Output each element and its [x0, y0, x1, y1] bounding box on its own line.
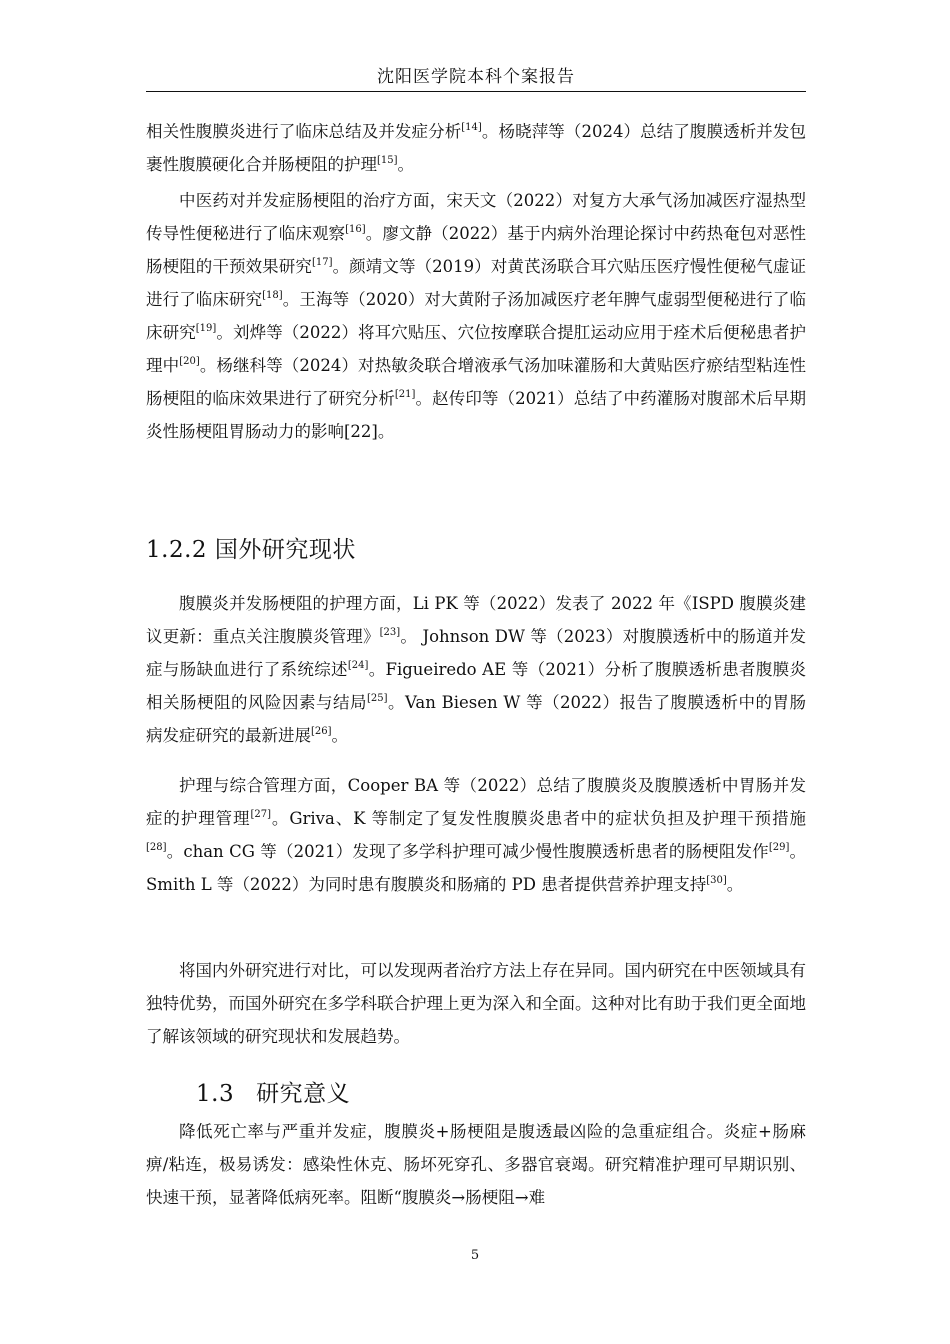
text-run: 。廖文静（2022）基于内病外治理论探讨中药热奄包对恶性肠梗阻的干预效果研究: [146, 224, 806, 276]
text-run: 护理与综合管理方面，Cooper BA 等（2022）总结了腹膜炎及腹膜透析中胃肠并发症的护理管理: [146, 776, 806, 828]
paragraph-nursing-management: [146, 769, 806, 901]
text-run: 相关性腹膜炎进行了临床总结及并发症分析: [146, 122, 462, 141]
text-run: 腹膜炎并发肠梗阻的护理方面，Li PK 等（2022）发表了 2022 年《ISPD 腹膜炎建议更新：重点关注腹膜炎管理》: [146, 594, 806, 646]
text-run: 。杨继科等（2024）对热敏灸联合增液承气汤加味灌肠和大黄贴医疗瘀结型粘连性肠梗阻的临床效果进行了研究分析: [146, 356, 806, 408]
citation: [24]: [347, 660, 369, 671]
text-run: 。Van Biesen W 等（2022）报告了腹膜透析中的胃肠病发症研究的最新进展: [146, 693, 807, 745]
section-title: 研究意义: [256, 1081, 351, 1107]
paragraph-tcm-treatment: [146, 184, 806, 448]
citation: [28]: [146, 842, 167, 853]
section-number: 1.3: [196, 1081, 235, 1107]
paragraph-significance: 降低死亡率与严重并发症，腹膜炎+肠梗阻是腹透最凶险的急重症组合。炎症+肠麻痹/粘连，极易诱发：感染性休克、肠坏死穿孔、多器官衰竭。研究精准护理可早期识别、快速干预，显著降低病死率。阻断“腹膜炎→肠梗阻→难: [146, 1122, 806, 1207]
paragraph-comparison: 将国内外研究进行对比，可以发现两者治疗方法上存在异同。国内研究在中医领域具有独特优势，而国外研究在多学科联合护理上更为深入和全面。这种对比有助于我们更全面地了解该领域的研究现状和发展趋势。: [146, 961, 806, 1046]
paragraph-foreign-peritonitis-nursing: [146, 587, 806, 752]
paragraph-domestic-peritonitis-nursing: [146, 115, 806, 181]
text-run: 。颜靖文等（2019）对黄芪汤联合耳穴贴压医疗慢性便秘气虚证进行了临床研究: [146, 257, 806, 309]
text-run: 。王海等（2020）对大黄附子汤加减医疗老年脾气虚弱型便秘进行了临床研究: [146, 290, 806, 342]
text-run: 。杨晓萍等（2024）总结了腹膜透析并发包裹性腹膜硬化合并肠梗阻的护理: [146, 122, 806, 174]
text-run: 。Figueiredo AE 等（2021）分析了腹膜透析患者腹膜炎相关肠梗阻的风险因素与结局: [146, 660, 807, 712]
text-run: 。: [726, 875, 744, 894]
citation: [15]: [377, 155, 398, 166]
text-run: 中医药对并发症肠梗阻的治疗方面，宋天文（2022）对复方大承气汤加减医疗湿热型传导性便秘进行了临床观察: [146, 191, 806, 243]
citation: [18]: [262, 290, 283, 301]
text-run: 。刘烨等（2022）将耳穴贴压、穴位按摩联合提肛运动应用于痊术后便秘患者护理中: [146, 323, 806, 375]
citation: [19]: [195, 323, 217, 334]
text-run: 。赵传印等（2021）总结了中药灌肠对腹部术后早期炎性肠梗阻胃肠动力的影响[22]。: [146, 389, 806, 441]
text-run: 。 Johnson DW 等（2023）对腹膜透析中的肠道并发症与肠缺血进行了系统综述: [146, 627, 806, 679]
text-run: 。chan CG 等（2021）发现了多学科护理可减少慢性腹膜透析患者的肠梗阻发作: [166, 842, 769, 861]
citation: [25]: [366, 693, 388, 704]
citation: [26]: [311, 726, 332, 737]
header-rule: [146, 91, 806, 92]
citation: [23]: [379, 627, 401, 638]
running-header: 沈阳医学院本科个案报告: [377, 67, 575, 87]
text-run: 。: [397, 155, 415, 174]
citation: [17]: [311, 257, 333, 268]
section-heading-foreign-research: 1.2.2 国外研究现状: [146, 537, 356, 563]
citation: [16]: [345, 224, 366, 235]
text-run: 。Smith L 等（2022）为同时患有腹膜炎和肠痛的 PD 患者提供营养护理支持: [146, 842, 806, 894]
citation: [29]: [768, 842, 790, 853]
citation: [21]: [394, 389, 416, 400]
citation: [30]: [706, 875, 727, 886]
text-run: 。: [331, 726, 349, 745]
section-heading-significance: [196, 1079, 350, 1109]
citation: [20]: [179, 356, 200, 367]
citation: [14]: [461, 122, 482, 133]
citation: [27]: [250, 809, 271, 820]
page-number: 5: [470, 1248, 480, 1263]
text-run: 。Griva、K 等制定了复发性腹膜炎患者中的症状负担及护理干预措施: [271, 809, 806, 828]
